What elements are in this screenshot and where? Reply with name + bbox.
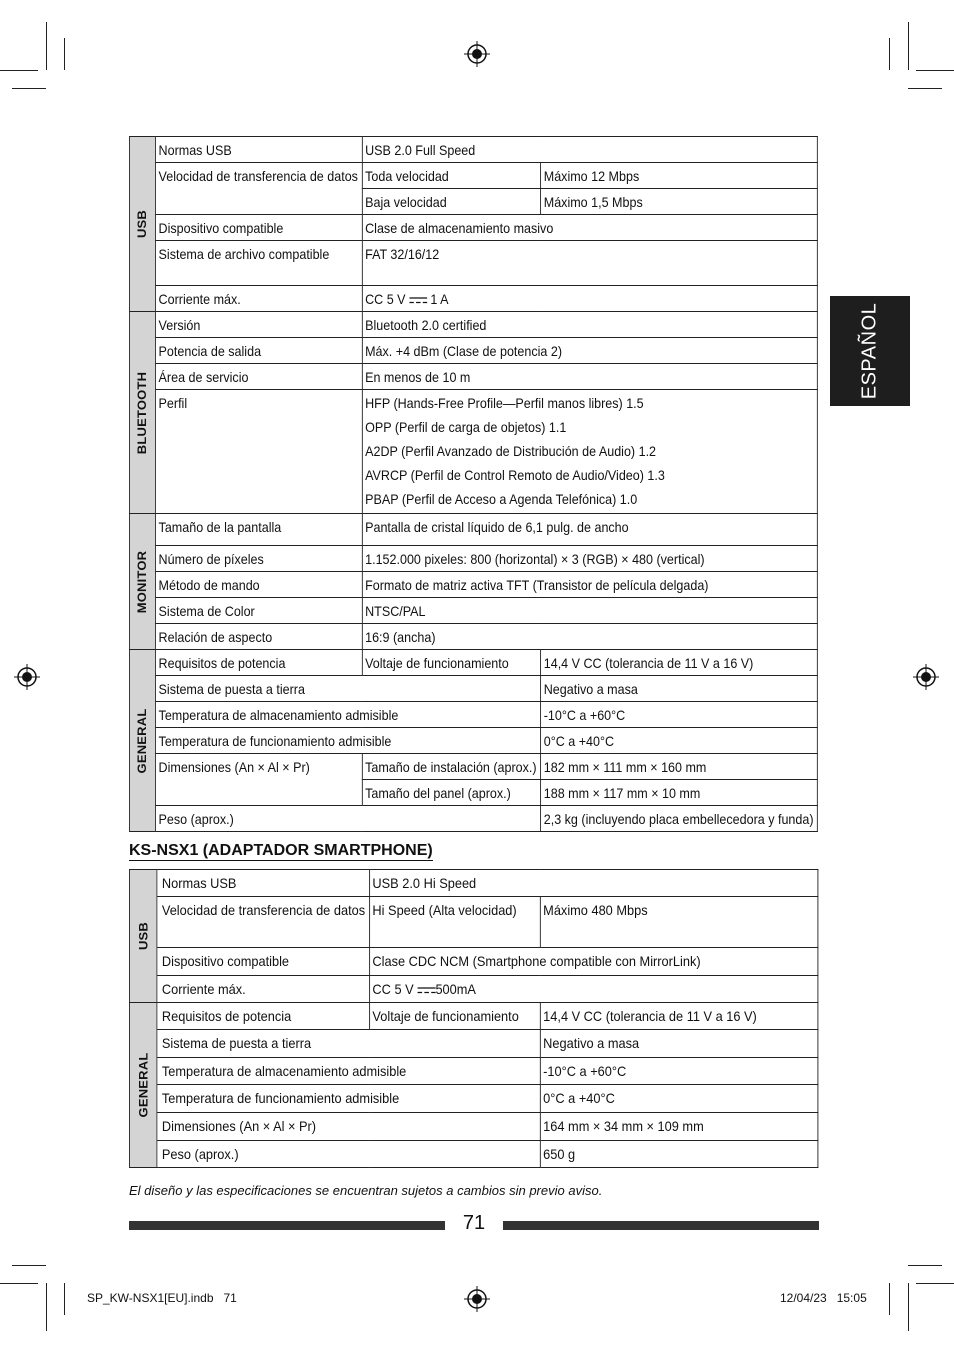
row-label: Sistema de puesta a tierra (157, 1030, 540, 1058)
registration-mark-icon (913, 664, 939, 690)
row-value: CC 5 V 1 A (362, 286, 818, 312)
row-value: Formato de matriz activa TFT (Transistor de película delgada) (362, 572, 818, 598)
row-value: 1.152.000 pixeles: 800 (horizontal) × 3 (RGB) × 480 (vertical) (362, 546, 818, 572)
crop-mark (889, 1283, 890, 1315)
row-label: Velocidad de transferencia de datos (155, 163, 362, 215)
disclaimer-note: El diseño y las especificaciones se encuentran sujetos a cambios sin previo aviso. (129, 1183, 603, 1198)
row-label: Dispositivo compatible (155, 215, 362, 241)
spec-table-adapter (129, 869, 818, 1168)
row-label: Área de servicio (155, 364, 362, 390)
dc-symbol-icon (409, 295, 427, 305)
registration-mark-icon (14, 664, 40, 690)
crop-mark (908, 1283, 909, 1331)
row-label: Sistema de Color (155, 598, 362, 624)
row-value: 14,4 V CC (tolerancia de 11 V a 16 V) (540, 1003, 818, 1030)
row-label: Normas USB (155, 137, 362, 163)
row-value: USB 2.0 Full Speed (362, 137, 818, 163)
footer-date: 12/04/23 15:05 (780, 1291, 867, 1305)
row-value: NTSC/PAL (362, 598, 818, 624)
registration-mark-icon (464, 1286, 490, 1312)
footer-file: SP_KW-NSX1[EU].indb 71 (87, 1291, 237, 1305)
row-label: Dimensiones (An × Al × Pr) (155, 754, 362, 806)
row-label: Corriente máx. (155, 286, 362, 312)
section-general: GENERAL (129, 650, 155, 832)
crop-mark (64, 38, 65, 70)
row-label: Corriente máx. (157, 976, 369, 1003)
row-label: Requisitos de potencia (155, 650, 362, 676)
row-label: Dispositivo compatible (157, 948, 369, 976)
section-usb: USB (129, 137, 155, 312)
row-value: Máximo 480 Mbps (540, 897, 818, 948)
row-value: Máx. +4 dBm (Clase de potencia 2) (362, 338, 818, 364)
section-bluetooth: BLUETOOTH (129, 312, 155, 514)
row-sublabel: Voltaje de funcionamiento (369, 1003, 540, 1030)
row-label: Temperatura de almacenamiento admisible (157, 1058, 540, 1085)
language-tab-label: ESPAÑOL (858, 302, 881, 400)
row-value: FAT 32/16/12 (362, 241, 818, 286)
row-value: Pantalla de cristal líquido de 6,1 pulg. de ancho (362, 514, 818, 546)
row-label: Número de píxeles (155, 546, 362, 572)
dc-symbol-icon (417, 985, 435, 995)
row-label: Temperatura de almacenamiento admisible (155, 702, 540, 728)
row-label: Dimensiones (An × Al × Pr) (157, 1113, 540, 1141)
row-value: 164 mm × 34 mm × 109 mm (540, 1113, 818, 1141)
crop-mark (46, 22, 47, 70)
row-label: Sistema de archivo compatible (155, 241, 362, 286)
language-tab (830, 296, 910, 406)
profile-item: A2DP (Perfil Avanzado de Distribución de Audio) 1.2 (365, 443, 657, 459)
row-value: -10°C a +60°C (540, 1058, 818, 1085)
row-value: Clase de almacenamiento masivo (362, 215, 818, 241)
row-label: Tamaño de la pantalla (155, 514, 362, 546)
crop-mark (908, 22, 909, 70)
section-usb: USB (129, 870, 156, 1003)
crop-mark (12, 88, 46, 89)
profile-item: PBAP (Perfil de Acceso a Agenda Telefónica) 1.0 (365, 491, 638, 507)
section-general: GENERAL (129, 1003, 156, 1168)
row-label: Perfil (155, 390, 362, 514)
row-label: Temperatura de funcionamiento admisible (155, 728, 540, 754)
row-label: Temperatura de funcionamiento admisible (157, 1085, 540, 1113)
row-label: Potencia de salida (155, 338, 362, 364)
row-value: 16:9 (ancha) (362, 624, 818, 650)
row-label: Normas USB (157, 870, 369, 897)
section-heading: KS-NSX1 (ADAPTADOR SMARTPHONE) (129, 842, 433, 859)
row-value: -10°C a +60°C (541, 702, 818, 728)
row-value: Negativo a masa (541, 676, 818, 702)
section-monitor: MONITOR (129, 514, 155, 650)
page-bar-left (129, 1221, 445, 1230)
page-bar-right (503, 1221, 819, 1230)
row-value: 14,4 V CC (tolerancia de 11 V a 16 V) (541, 650, 818, 676)
row-value: Máximo 12 Mbps (541, 163, 818, 189)
row-value: Máximo 1,5 Mbps (541, 189, 818, 215)
row-value: Negativo a masa (540, 1030, 818, 1058)
registration-mark-icon (464, 41, 490, 67)
row-value: En menos de 10 m (362, 364, 818, 390)
row-label: Método de mando (155, 572, 362, 598)
row-label: Sistema de puesta a tierra (155, 676, 540, 702)
row-sublabel: Hi Speed (Alta velocidad) (369, 897, 540, 948)
spec-table-main (129, 136, 818, 832)
row-sublabel: Voltaje de funcionamiento (362, 650, 541, 676)
row-value-list (362, 390, 818, 514)
row-sublabel: Tamaño del panel (aprox.) (362, 780, 541, 806)
crop-mark (46, 1283, 47, 1331)
row-sublabel: Baja velocidad (362, 189, 541, 215)
crop-mark (889, 38, 890, 70)
page-number: 71 (462, 1212, 486, 1234)
row-label: Versión (155, 312, 362, 338)
row-label: Relación de aspecto (155, 624, 362, 650)
crop-mark (916, 1283, 954, 1284)
row-value: Bluetooth 2.0 certified (362, 312, 818, 338)
row-value: 182 mm × 111 mm × 160 mm (541, 754, 818, 780)
row-label: Peso (aprox.) (157, 1141, 540, 1168)
row-label: Requisitos de potencia (157, 1003, 369, 1030)
profile-item: HFP (Hands-Free Profile—Perfil manos libres) 1.5 (365, 395, 644, 411)
row-value: 2,3 kg (incluyendo placa embellecedora y funda) (541, 806, 818, 832)
crop-mark (908, 88, 942, 89)
row-value: Clase CDC NCM (Smartphone compatible con MirrorLink) (369, 948, 817, 976)
row-value: 0°C a +40°C (541, 728, 818, 754)
crop-mark (0, 70, 38, 71)
row-label: Velocidad de transferencia de datos (157, 897, 369, 948)
row-label: Peso (aprox.) (155, 806, 540, 832)
row-value: USB 2.0 Hi Speed (369, 870, 817, 897)
crop-mark (12, 1265, 46, 1266)
row-value: 188 mm × 117 mm × 10 mm (541, 780, 818, 806)
crop-mark (64, 1283, 65, 1315)
profile-item: AVRCP (Perfil de Control Remoto de Audio/Video) 1.3 (365, 467, 665, 483)
crop-mark (908, 1265, 942, 1266)
crop-mark (0, 1283, 38, 1284)
row-value: 650 g (540, 1141, 818, 1168)
row-value: 0°C a +40°C (540, 1085, 818, 1113)
crop-mark (916, 70, 954, 71)
row-value: CC 5 V 500mA (369, 976, 817, 1003)
row-sublabel: Toda velocidad (362, 163, 541, 189)
row-sublabel: Tamaño de instalación (aprox.) (362, 754, 541, 780)
profile-item: OPP (Perfil de carga de objetos) 1.1 (365, 419, 567, 435)
